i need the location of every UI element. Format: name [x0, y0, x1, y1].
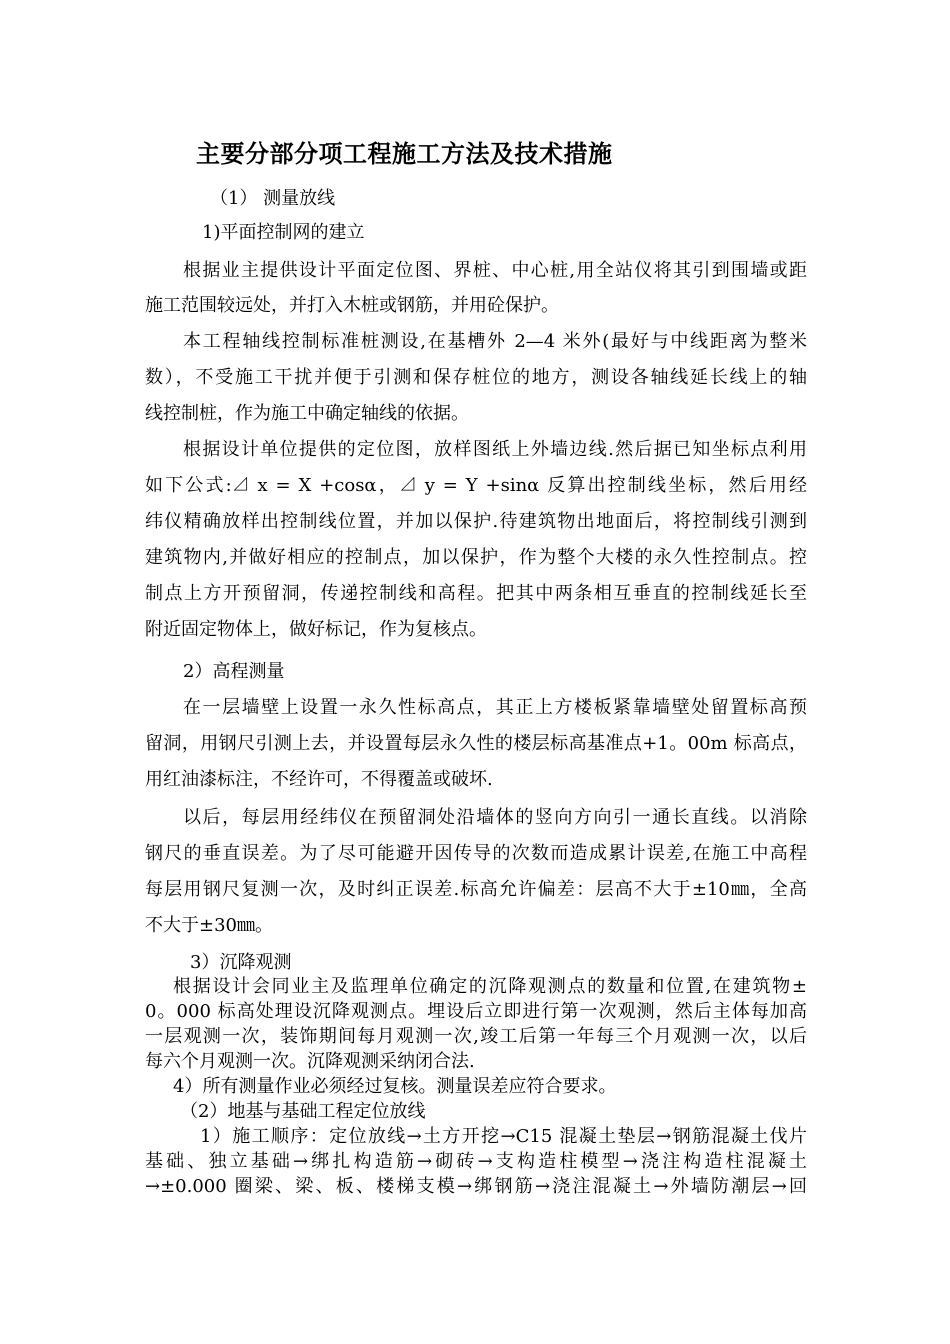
paragraph-line: 0。000 标高处理设沉降观测点。埋设后立即进行第一次观测，然后主体每加高	[145, 1001, 807, 1022]
page-title: 主要分部分项工程施工方法及技术措施	[196, 140, 613, 168]
paragraph-line: 数），不受施工干扰并便于引测和保存桩位的地方，测设各轴线延长线上的轴	[145, 367, 807, 388]
paragraph-line: 每六个月观测一次。沉降观测采纳闭合法.	[145, 1051, 475, 1072]
paragraph-line: 根据设计会同业主及监理单位确定的沉降观测点的数量和位置,在建筑物±	[173, 976, 807, 997]
paragraph-line: 1）施工顺序：定位放线→土方开挖→C15 混凝土垫层→钢筋混凝土伐片	[200, 1126, 807, 1147]
formula-line: 如下公式:⊿ x = X +cosα，⊿ y = Y +sinα 反算出控制线坐标，然后用经	[145, 475, 807, 496]
paragraph-line: 附近固定物体上，做好标记，作为复核点。	[145, 619, 487, 640]
paragraph-line: 根据设计单位提供的定位图，放样图纸上外墙边线.然后据已知坐标点利用	[183, 439, 807, 460]
paragraph-line: 一层观测一次，装饰期间每月观测一次,竣工后第一年每三个月观测一次，以后	[145, 1026, 807, 1047]
paragraph-line: 钢尺的垂直误差。为了尽可能避开因传导的次数而造成累计误差,在施工中高程	[145, 843, 807, 864]
paragraph-line: 不大于±30㎜。	[145, 915, 273, 936]
subsection-heading-plane-control: 1)平面控制网的建立	[202, 222, 365, 243]
paragraph-line: 纬仪精确放样出控制线位置，并加以保护.待建筑物出地面后，将控制线引测到	[145, 511, 807, 532]
paragraph-line: 在一层墙壁上设置一永久性标高点，其正上方楼板紧靠墙壁处留置标高预	[183, 697, 807, 718]
subsection-heading-settlement: 3）沉降观测	[190, 952, 292, 973]
subsection-heading-elevation: 2）高程测量	[183, 661, 285, 682]
paragraph-line: 根据业主提供设计平面定位图、界桩、中心桩,用全站仪将其引到围墙或距	[183, 260, 807, 281]
paragraph-line: 用红油漆标注，不经许可，不得覆盖或破坏.	[145, 769, 493, 790]
paragraph-line: 线控制桩，作为施工中确定轴线的依据。	[145, 403, 469, 424]
paragraph-line: 建筑物内,并做好相应的控制点，加以保护，作为整个大楼的永久性控制点。控	[145, 547, 807, 568]
paragraph-line: 每层用钢尺复测一次，及时纠正误差.标高允许偏差：层高不大于±10㎜，全高	[145, 879, 807, 900]
paragraph-line: →±0.000 圈梁、梁、板、楼梯支模→绑钢筋→浇注混凝土→外墙防潮层→回	[145, 1176, 807, 1197]
paragraph-line: 制点上方开预留洞，传递控制线和高程。把其中两条相互垂直的控制线延长至	[145, 583, 807, 604]
paragraph-line: 以后，每层用经纬仪在预留洞处沿墙体的竖向方向引一通长直线。以消除	[183, 807, 807, 828]
paragraph-line: 4）所有测量作业必须经过复核。测量误差应符合要求。	[173, 1076, 617, 1097]
section-heading-surveying: （1） 测量放线	[210, 188, 336, 209]
section-heading-foundation: （2）地基与基础工程定位放线	[180, 1101, 426, 1122]
paragraph-line: 施工范围较远处，并打入木桩或钢筋，并用砼保护。	[145, 295, 559, 316]
paragraph-line: 留洞，用钢尺引测上去，并设置每层永久性的楼层标高基准点+1。00m 标高点，	[145, 733, 807, 754]
paragraph-line: 本工程轴线控制标准桩测设,在基槽外 2—4 米外(最好与中线距离为整米	[183, 331, 807, 352]
paragraph-line: 基础、独立基础→绑扎构造筋→砌砖→支构造柱模型→浇注构造柱混凝土	[145, 1151, 807, 1172]
